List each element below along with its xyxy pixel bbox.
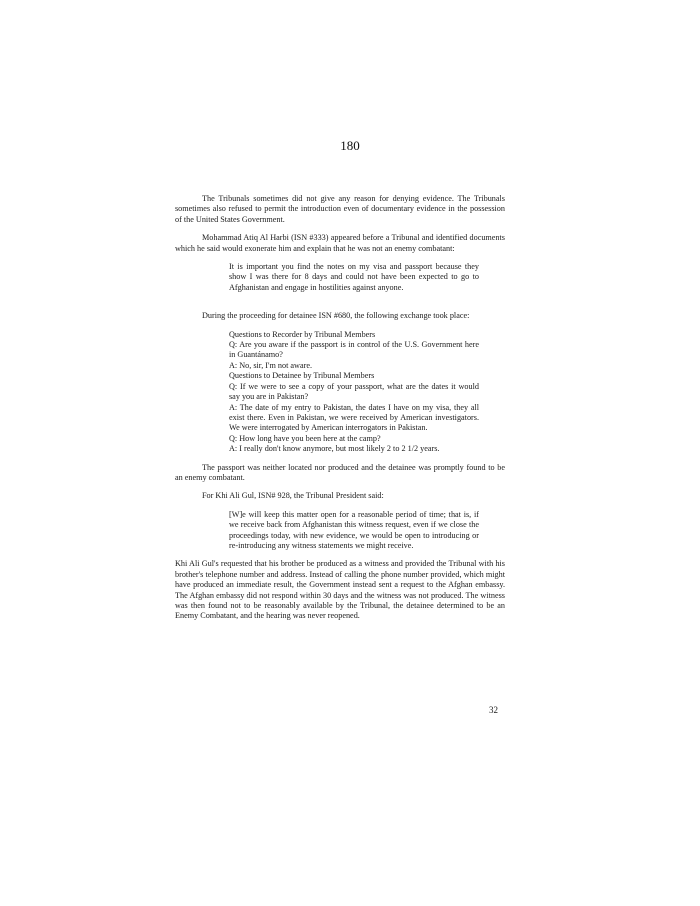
paragraph-passport-not-produced: The passport was neither located nor produced and the detainee was promptly found to be an enemy combatant. [175,462,505,482]
exchange-line: Q: If we were to see a copy of your passport, what are the dates it would say you are in Pakistan? [229,381,479,402]
exchange-line: Questions to Detainee by Tribunal Members [229,371,375,381]
exchange-line: A: No, sir, I'm not aware. [229,360,313,370]
block-quote-visa-passport: It is important you find the notes on my visa and passport because they show I was there for 8 days and could not have been expected to go to Afghanistan and engage in hostilities against anyone. [229,262,479,292]
paragraph-isn-680: During the proceeding for detainee ISN #680, the following exchange took place: [202,311,470,321]
exchange-transcript [229,330,479,455]
paragraph-al-harbi: Mohammad Atiq Al Harbi (ISN #333) appeared before a Tribunal and identified documents which he said would exonerate him and explain that he was not an enemy combatant: [175,233,505,253]
exchange-line: A: The date of my entry to Pakistan, the dates I have on my visa, they all exist there. Even in Pakistan, we were received by American investigators. We were interrogated by American interrogators in Pakistan. [229,402,479,433]
document-body [175,194,505,630]
page-header-number: 180 [340,138,360,153]
exchange-line: Q: Are you aware if the passport is in control of the U.S. Government here in Guantánamo? [229,340,479,360]
block-quote-tribunal-president: [W]e will keep this matter open for a reasonable period of time; that is, if we receive back from Afghanistan this witness request, even if we close the proceedings today, with new evidence, we would be open to introducing or re-introducing any witness statements we might receive. [229,509,479,550]
exchange-line: Questions to Recorder by Tribunal Members [229,329,376,339]
exchange-line: Q: How long have you been here at the camp? [229,433,381,443]
paragraph-tribunals-denying-evidence: The Tribunals sometimes did not give any reason for denying evidence. The Tribunals sometimes also refused to permit the introduction even of documentary evidence in the possession of the United States Government. [175,194,505,224]
page-footer-number: 32 [489,705,498,715]
exchange-line: A: I really don't know anymore, but most likely 2 to 2 1/2 years. [229,444,440,454]
paragraph-khi-ali-gul-witness: Khi Ali Gul's requested that his brother be produced as a witness and provided the Tribunal with his brother's telephone number and address. Instead of calling the phone number provided, which might have produced an immediate result, the Government instead sent a request to the Afghan embassy. The Afghan embassy did not respond within 30 days and the witness was not produced. The witness was then found not to be reasonably available by the Tribunal, the detainee determined to be an Enemy Combatant, and the hearing was never reopened. [175,559,505,621]
paragraph-khi-ali-gul-intro: For Khi Ali Gul, ISN# 928, the Tribunal President said: [202,491,384,501]
